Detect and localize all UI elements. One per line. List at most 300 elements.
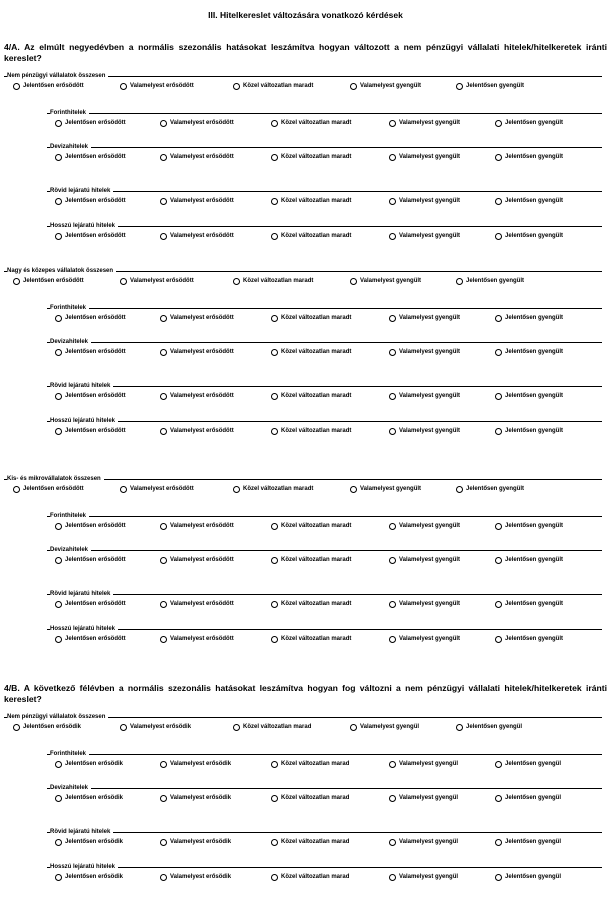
option-label: Jelentősen gyengült — [466, 83, 525, 89]
group-4a-nagy-es-kozepes-vallalatok-osszesen-forinthitelek-label: Forinthitelek — [50, 305, 89, 312]
option-label: Valamelyest gyengül — [399, 839, 459, 845]
option-label: Jelentősen gyengült — [505, 636, 564, 642]
question-4a: 4/A. Az elmúlt negyedévben a normális szezonális hatásokat leszámítva hogyan változott a nem pénzügyi vállalati hitelek/hitelkeretek iránti kereslet? — [4, 42, 607, 63]
option-label: Valamelyest gyengül — [399, 874, 459, 880]
radio-button[interactable] — [160, 761, 167, 768]
radio-button[interactable] — [495, 761, 502, 768]
radio-button[interactable] — [271, 761, 278, 768]
radio-button[interactable] — [13, 83, 20, 90]
radio-button[interactable] — [13, 724, 20, 731]
group-4a-nem-penzugyi-vallalatok-osszesen-hosszu-lejaratu-hitelek-rule — [47, 226, 602, 227]
radio-button[interactable] — [350, 83, 357, 90]
option-label: Közel változatlan maradt — [281, 428, 352, 434]
group-4a-nagy-es-kozepes-vallalatok-osszesen-rovid-lejaratu-hitelek-option-2[interactable] — [160, 392, 234, 401]
group-4a-kis-es-mikrovallalatok-osszesen-forinthitelek-option-5[interactable] — [495, 522, 563, 531]
radio-button[interactable] — [55, 349, 62, 356]
group-4a-kis-es-mikrovallalatok-osszesen-rovid-lejaratu-hitelek-option-4[interactable] — [389, 600, 460, 609]
group-4a-kis-es-mikrovallalatok-osszesen-forinthitelek-option-3[interactable] — [271, 522, 351, 531]
radio-button[interactable] — [456, 83, 463, 90]
option-label: Jelentősen gyengült — [505, 393, 564, 399]
group-4a-kis-es-mikrovallalatok-osszesen-label: Kis- és mikrovállalatok összesen — [7, 476, 104, 483]
radio-button[interactable] — [271, 315, 278, 322]
group-4a-kis-es-mikrovallalatok-osszesen-hosszu-lejaratu-hitelek-option-2[interactable] — [160, 635, 234, 644]
group-4a-nagy-es-kozepes-vallalatok-osszesen-option-3[interactable] — [233, 277, 313, 286]
option-label: Valamelyest gyengült — [399, 315, 461, 321]
group-4a-nem-penzugyi-vallalatok-osszesen-devizahitelek-rule — [47, 147, 602, 148]
radio-button[interactable] — [55, 557, 62, 564]
radio-button[interactable] — [271, 795, 278, 802]
option-label: Valamelyest gyengült — [399, 349, 461, 355]
group-4a-nagy-es-kozepes-vallalatok-osszesen-forinthitelek-option-1[interactable] — [55, 314, 126, 323]
option-label: Közel változatlan maradt — [281, 349, 352, 355]
group-4b-nem-penzugyi-vallalatok-osszesen-rovid-lejaratu-hitelek-option-3[interactable] — [271, 838, 349, 847]
radio-button[interactable] — [389, 233, 396, 240]
group-4a-nagy-es-kozepes-vallalatok-osszesen-rovid-lejaratu-hitelek-option-5[interactable] — [495, 392, 563, 401]
group-4b-nem-penzugyi-vallalatok-osszesen-rovid-lejaratu-hitelek-rule — [47, 832, 602, 833]
group-4a-kis-es-mikrovallalatok-osszesen-option-1[interactable] — [13, 485, 84, 494]
option-label: Valamelyest gyengül — [399, 795, 459, 801]
option-label: Jelentősen erősödik — [65, 874, 124, 880]
group-4a-nem-penzugyi-vallalatok-osszesen-rovid-lejaratu-hitelek-option-4[interactable] — [389, 197, 460, 206]
group-4a-kis-es-mikrovallalatok-osszesen-devizahitelek-option-5[interactable] — [495, 556, 563, 565]
group-4b-nem-penzugyi-vallalatok-osszesen-forinthitelek-option-5[interactable] — [495, 760, 561, 769]
radio-button[interactable] — [271, 601, 278, 608]
group-4a-nem-penzugyi-vallalatok-osszesen-hosszu-lejaratu-hitelek-option-4[interactable] — [389, 232, 460, 241]
radio-button[interactable] — [55, 315, 62, 322]
radio-button[interactable] — [271, 154, 278, 161]
group-4b-nem-penzugyi-vallalatok-osszesen-rovid-lejaratu-hitelek-option-5[interactable] — [495, 838, 561, 847]
group-4b-nem-penzugyi-vallalatok-osszesen-devizahitelek-label: Devizahitelek — [50, 785, 91, 792]
option-label: Közel változatlan maradt — [281, 636, 352, 642]
radio-button[interactable] — [271, 839, 278, 846]
radio-button[interactable] — [55, 154, 62, 161]
radio-button[interactable] — [271, 120, 278, 127]
radio-button[interactable] — [271, 349, 278, 356]
radio-button[interactable] — [160, 601, 167, 608]
option-label: Jelentősen erősödött — [65, 393, 126, 399]
group-4a-nagy-es-kozepes-vallalatok-osszesen-hosszu-lejaratu-hitelek-option-3[interactable] — [271, 427, 351, 436]
group-4b-nem-penzugyi-vallalatok-osszesen-option-2[interactable] — [120, 723, 191, 732]
group-4a-nem-penzugyi-vallalatok-osszesen-devizahitelek-option-4[interactable] — [389, 153, 460, 162]
group-4b-nem-penzugyi-vallalatok-osszesen-forinthitelek-option-4[interactable] — [389, 760, 458, 769]
group-4a-nagy-es-kozepes-vallalatok-osszesen-devizahitelek-option-2[interactable] — [160, 348, 234, 357]
group-4a-kis-es-mikrovallalatok-osszesen-hosszu-lejaratu-hitelek-option-1[interactable] — [55, 635, 126, 644]
group-4a-nem-penzugyi-vallalatok-osszesen-hosszu-lejaratu-hitelek-option-2[interactable] — [160, 232, 234, 241]
group-4a-nagy-es-kozepes-vallalatok-osszesen-devizahitelek-rule — [47, 342, 602, 343]
radio-button[interactable] — [389, 557, 396, 564]
radio-button[interactable] — [160, 874, 167, 881]
option-label: Valamelyest erősödött — [170, 636, 234, 642]
option-label: Közel változatlan marad — [281, 839, 350, 845]
group-4a-nagy-es-kozepes-vallalatok-osszesen-hosszu-lejaratu-hitelek-option-5[interactable] — [495, 427, 563, 436]
group-4b-nem-penzugyi-vallalatok-osszesen-hosszu-lejaratu-hitelek-option-1[interactable] — [55, 873, 123, 882]
group-4a-nem-penzugyi-vallalatok-osszesen-devizahitelek-option-2[interactable] — [160, 153, 234, 162]
group-4a-kis-es-mikrovallalatok-osszesen-rovid-lejaratu-hitelek-rule — [47, 594, 602, 595]
group-4b-nem-penzugyi-vallalatok-osszesen-rovid-lejaratu-hitelek-option-4[interactable] — [389, 838, 458, 847]
group-4a-kis-es-mikrovallalatok-osszesen-rovid-lejaratu-hitelek-label: Rövid lejáratú hitelek — [50, 591, 113, 598]
option-label: Valamelyest gyengült — [399, 393, 461, 399]
option-label: Valamelyest gyengült — [360, 278, 422, 284]
option-label: Valamelyest gyengült — [399, 636, 461, 642]
radio-button[interactable] — [55, 636, 62, 643]
group-4a-nem-penzugyi-vallalatok-osszesen-option-2[interactable] — [120, 82, 194, 91]
radio-button[interactable] — [233, 486, 240, 493]
group-4b-nem-penzugyi-vallalatok-osszesen-forinthitelek-option-2[interactable] — [160, 760, 231, 769]
option-label: Valamelyest erősödött — [170, 198, 234, 204]
radio-button[interactable] — [350, 278, 357, 285]
group-4a-kis-es-mikrovallalatok-osszesen-forinthitelek-option-4[interactable] — [389, 522, 460, 531]
group-4a-nagy-es-kozepes-vallalatok-osszesen-forinthitelek-rule — [47, 308, 602, 309]
group-4a-nagy-es-kozepes-vallalatok-osszesen-rovid-lejaratu-hitelek-label: Rövid lejáratú hitelek — [50, 383, 113, 390]
group-4a-nagy-es-kozepes-vallalatok-osszesen-rovid-lejaratu-hitelek-rule — [47, 386, 602, 387]
group-4a-nem-penzugyi-vallalatok-osszesen-rovid-lejaratu-hitelek-rule — [47, 191, 602, 192]
group-4a-nagy-es-kozepes-vallalatok-osszesen-label: Nagy és közepes vállalatok összesen — [7, 268, 116, 275]
group-4a-kis-es-mikrovallalatok-osszesen-hosszu-lejaratu-hitelek-option-4[interactable] — [389, 635, 460, 644]
radio-button[interactable] — [160, 349, 167, 356]
option-label: Jelentősen erősödött — [65, 636, 126, 642]
group-4a-nem-penzugyi-vallalatok-osszesen-forinthitelek-option-4[interactable] — [389, 119, 460, 128]
group-4a-nagy-es-kozepes-vallalatok-osszesen-option-2[interactable] — [120, 277, 194, 286]
group-4b-nem-penzugyi-vallalatok-osszesen-devizahitelek-rule — [47, 788, 602, 789]
option-label: Valamelyest erősödött — [170, 120, 234, 126]
radio-button[interactable] — [271, 393, 278, 400]
group-4a-nem-penzugyi-vallalatok-osszesen-rovid-lejaratu-hitelek-option-5[interactable] — [495, 197, 563, 206]
group-4a-kis-es-mikrovallalatok-osszesen-forinthitelek-rule — [47, 516, 602, 517]
radio-button[interactable] — [120, 278, 127, 285]
group-4a-nem-penzugyi-vallalatok-osszesen-devizahitelek-label: Devizahitelek — [50, 144, 91, 151]
option-label: Jelentősen erősödött — [65, 154, 126, 160]
group-4a-nem-penzugyi-vallalatok-osszesen-rovid-lejaratu-hitelek-option-2[interactable] — [160, 197, 234, 206]
option-label: Valamelyest erősödött — [170, 315, 234, 321]
radio-button[interactable] — [389, 315, 396, 322]
radio-button[interactable] — [13, 486, 20, 493]
radio-button[interactable] — [271, 523, 278, 530]
radio-button[interactable] — [495, 795, 502, 802]
option-label: Jelentősen erősödött — [65, 233, 126, 239]
option-label: Valamelyest gyengült — [399, 428, 461, 434]
group-4a-kis-es-mikrovallalatok-osszesen-rovid-lejaratu-hitelek-option-1[interactable] — [55, 600, 126, 609]
option-label: Valamelyest gyengült — [399, 557, 461, 563]
group-4a-kis-es-mikrovallalatok-osszesen-option-4[interactable] — [350, 485, 421, 494]
option-label: Jelentősen gyengült — [505, 523, 564, 529]
radio-button[interactable] — [233, 724, 240, 731]
group-4a-nem-penzugyi-vallalatok-osszesen-rovid-lejaratu-hitelek-option-3[interactable] — [271, 197, 351, 206]
group-4b-nem-penzugyi-vallalatok-osszesen-option-3[interactable] — [233, 723, 311, 732]
option-label: Közel változatlan maradt — [281, 198, 352, 204]
group-4b-nem-penzugyi-vallalatok-osszesen-rovid-lejaratu-hitelek-option-2[interactable] — [160, 838, 231, 847]
group-4a-kis-es-mikrovallalatok-osszesen-devizahitelek-option-4[interactable] — [389, 556, 460, 565]
option-label: Jelentősen erősödik — [65, 839, 124, 845]
radio-button[interactable] — [389, 761, 396, 768]
option-label: Közel változatlan maradt — [281, 393, 352, 399]
group-4a-nagy-es-kozepes-vallalatok-osszesen-forinthitelek-option-2[interactable] — [160, 314, 234, 323]
radio-button[interactable] — [271, 636, 278, 643]
group-4b-nem-penzugyi-vallalatok-osszesen-forinthitelek-label: Forinthitelek — [50, 751, 89, 758]
group-4a-kis-es-mikrovallalatok-osszesen-devizahitelek-option-2[interactable] — [160, 556, 234, 565]
radio-button[interactable] — [160, 233, 167, 240]
radio-button[interactable] — [160, 315, 167, 322]
radio-button[interactable] — [271, 233, 278, 240]
group-4a-nem-penzugyi-vallalatok-osszesen-option-5[interactable] — [456, 82, 524, 91]
option-label: Jelentősen gyengül — [466, 724, 523, 730]
option-label: Jelentősen erősödött — [65, 120, 126, 126]
radio-button[interactable] — [495, 393, 502, 400]
group-4a-kis-es-mikrovallalatok-osszesen-hosszu-lejaratu-hitelek-option-3[interactable] — [271, 635, 351, 644]
radio-button[interactable] — [389, 120, 396, 127]
group-4b-nem-penzugyi-vallalatok-osszesen-forinthitelek-option-3[interactable] — [271, 760, 349, 769]
radio-button[interactable] — [495, 198, 502, 205]
radio-button[interactable] — [495, 315, 502, 322]
group-4a-nem-penzugyi-vallalatok-osszesen-forinthitelek-label: Forinthitelek — [50, 110, 89, 117]
radio-button[interactable] — [350, 486, 357, 493]
radio-button[interactable] — [495, 874, 502, 881]
radio-button[interactable] — [55, 839, 62, 846]
group-4a-nagy-es-kozepes-vallalatok-osszesen-forinthitelek-option-3[interactable] — [271, 314, 351, 323]
radio-button[interactable] — [495, 349, 502, 356]
option-label: Jelentősen gyengült — [505, 154, 564, 160]
group-4a-kis-es-mikrovallalatok-osszesen-forinthitelek-label: Forinthitelek — [50, 513, 89, 520]
option-label: Valamelyest erősödött — [170, 523, 234, 529]
option-label: Közel változatlan maradt — [281, 523, 352, 529]
group-4a-nagy-es-kozepes-vallalatok-osszesen-rovid-lejaratu-hitelek-option-4[interactable] — [389, 392, 460, 401]
radio-button[interactable] — [55, 874, 62, 881]
option-label: Valamelyest erősödött — [170, 428, 234, 434]
radio-button[interactable] — [495, 233, 502, 240]
group-4a-nagy-es-kozepes-vallalatok-osszesen-option-5[interactable] — [456, 277, 524, 286]
group-4b-nem-penzugyi-vallalatok-osszesen-hosszu-lejaratu-hitelek-option-5[interactable] — [495, 873, 561, 882]
radio-button[interactable] — [389, 523, 396, 530]
group-4a-nagy-es-kozepes-vallalatok-osszesen-forinthitelek-option-5[interactable] — [495, 314, 563, 323]
group-4a-nagy-es-kozepes-vallalatok-osszesen-devizahitelek-option-3[interactable] — [271, 348, 351, 357]
group-4b-nem-penzugyi-vallalatok-osszesen-devizahitelek-option-5[interactable] — [495, 794, 561, 803]
group-4a-kis-es-mikrovallalatok-osszesen-hosszu-lejaratu-hitelek-option-5[interactable] — [495, 635, 563, 644]
radio-button[interactable] — [271, 428, 278, 435]
radio-button[interactable] — [160, 120, 167, 127]
group-4a-kis-es-mikrovallalatok-osszesen-option-5[interactable] — [456, 485, 524, 494]
radio-button[interactable] — [495, 839, 502, 846]
radio-button[interactable] — [495, 601, 502, 608]
group-4a-nagy-es-kozepes-vallalatok-osszesen-hosszu-lejaratu-hitelek-option-2[interactable] — [160, 427, 234, 436]
group-4a-nem-penzugyi-vallalatok-osszesen-option-4[interactable] — [350, 82, 421, 91]
option-label: Jelentősen gyengült — [505, 428, 564, 434]
radio-button[interactable] — [389, 428, 396, 435]
radio-button[interactable] — [389, 601, 396, 608]
option-label: Valamelyest gyengült — [399, 233, 461, 239]
radio-button[interactable] — [55, 393, 62, 400]
option-label: Jelentősen erősödik — [65, 761, 124, 767]
radio-button[interactable] — [13, 278, 20, 285]
option-label: Közel változatlan marad — [281, 761, 350, 767]
option-label: Közel változatlan marad — [281, 874, 350, 880]
option-label: Valamelyest erősödött — [130, 83, 194, 89]
radio-button[interactable] — [55, 601, 62, 608]
radio-button[interactable] — [389, 795, 396, 802]
group-4a-kis-es-mikrovallalatok-osszesen-forinthitelek-option-1[interactable] — [55, 522, 126, 531]
group-4a-nem-penzugyi-vallalatok-osszesen-forinthitelek-option-2[interactable] — [160, 119, 234, 128]
group-4a-nem-penzugyi-vallalatok-osszesen-forinthitelek-option-5[interactable] — [495, 119, 563, 128]
group-4a-nagy-es-kozepes-vallalatok-osszesen-devizahitelek-option-1[interactable] — [55, 348, 126, 357]
option-label: Valamelyest gyengült — [399, 154, 461, 160]
option-label: Jelentősen erősödött — [65, 315, 126, 321]
group-4b-nem-penzugyi-vallalatok-osszesen-rovid-lejaratu-hitelek-option-1[interactable] — [55, 838, 123, 847]
radio-button[interactable] — [389, 349, 396, 356]
group-4a-kis-es-mikrovallalatok-osszesen-hosszu-lejaratu-hitelek-rule — [47, 629, 602, 630]
group-4a-kis-es-mikrovallalatok-osszesen-forinthitelek-option-2[interactable] — [160, 522, 234, 531]
radio-button[interactable] — [495, 120, 502, 127]
group-4a-nem-penzugyi-vallalatok-osszesen-devizahitelek-option-3[interactable] — [271, 153, 351, 162]
option-label: Jelentősen erősödött — [23, 83, 84, 89]
group-4a-nagy-es-kozepes-vallalatok-osszesen-option-1[interactable] — [13, 277, 84, 286]
option-label: Közel változatlan maradt — [281, 557, 352, 563]
group-4a-kis-es-mikrovallalatok-osszesen-hosszu-lejaratu-hitelek-label: Hosszú lejáratú hitelek — [50, 626, 118, 633]
group-4b-nem-penzugyi-vallalatok-osszesen-option-4[interactable] — [350, 723, 419, 732]
group-4a-nagy-es-kozepes-vallalatok-osszesen-devizahitelek-option-4[interactable] — [389, 348, 460, 357]
group-4b-nem-penzugyi-vallalatok-osszesen-devizahitelek-option-4[interactable] — [389, 794, 458, 803]
group-4a-kis-es-mikrovallalatok-osszesen-rovid-lejaratu-hitelek-option-5[interactable] — [495, 600, 563, 609]
option-label: Valamelyest erősödött — [170, 154, 234, 160]
radio-button[interactable] — [233, 278, 240, 285]
group-4b-nem-penzugyi-vallalatok-osszesen-devizahitelek-option-3[interactable] — [271, 794, 349, 803]
option-label: Közel változatlan marad — [281, 795, 350, 801]
radio-button[interactable] — [160, 428, 167, 435]
group-4a-nem-penzugyi-vallalatok-osszesen-rovid-lejaratu-hitelek-label: Rövid lejáratú hitelek — [50, 188, 113, 195]
radio-button[interactable] — [271, 198, 278, 205]
option-label: Közel változatlan maradt — [281, 120, 352, 126]
group-4b-nem-penzugyi-vallalatok-osszesen-forinthitelek-option-1[interactable] — [55, 760, 123, 769]
group-4a-nem-penzugyi-vallalatok-osszesen-hosszu-lejaratu-hitelek-option-3[interactable] — [271, 232, 351, 241]
radio-button[interactable] — [55, 761, 62, 768]
radio-button[interactable] — [55, 198, 62, 205]
radio-button[interactable] — [271, 874, 278, 881]
group-4a-nem-penzugyi-vallalatok-osszesen-option-1[interactable] — [13, 82, 84, 91]
option-label: Valamelyest erősödött — [170, 601, 234, 607]
option-label: Valamelyest gyengült — [360, 83, 422, 89]
group-4b-nem-penzugyi-vallalatok-osszesen-option-1[interactable] — [13, 723, 81, 732]
radio-button[interactable] — [233, 83, 240, 90]
group-4b-nem-penzugyi-vallalatok-osszesen-hosszu-lejaratu-hitelek-option-4[interactable] — [389, 873, 458, 882]
radio-button[interactable] — [55, 233, 62, 240]
radio-button[interactable] — [456, 486, 463, 493]
option-label: Valamelyest gyengült — [399, 523, 461, 529]
radio-button[interactable] — [495, 557, 502, 564]
radio-button[interactable] — [389, 393, 396, 400]
group-4b-nem-penzugyi-vallalatok-osszesen-label: Nem pénzügyi vállalatok összesen — [7, 714, 108, 721]
group-4a-nagy-es-kozepes-vallalatok-osszesen-rovid-lejaratu-hitelek-option-1[interactable] — [55, 392, 126, 401]
group-4b-nem-penzugyi-vallalatok-osszesen-hosszu-lejaratu-hitelek-option-2[interactable] — [160, 873, 231, 882]
option-label: Jelentősen gyengült — [466, 486, 525, 492]
radio-button[interactable] — [160, 795, 167, 802]
option-label: Jelentősen gyengül — [505, 839, 562, 845]
group-4a-nem-penzugyi-vallalatok-osszesen-hosszu-lejaratu-hitelek-option-5[interactable] — [495, 232, 563, 241]
group-4a-nagy-es-kozepes-vallalatok-osszesen-hosszu-lejaratu-hitelek-option-1[interactable] — [55, 427, 126, 436]
radio-button[interactable] — [350, 724, 357, 731]
group-4a-kis-es-mikrovallalatok-osszesen-option-3[interactable] — [233, 485, 313, 494]
radio-button[interactable] — [120, 724, 127, 731]
option-label: Jelentősen erősödött — [65, 523, 126, 529]
radio-button[interactable] — [160, 523, 167, 530]
radio-button[interactable] — [495, 636, 502, 643]
radio-button[interactable] — [55, 523, 62, 530]
group-4a-kis-es-mikrovallalatok-osszesen-rovid-lejaratu-hitelek-option-2[interactable] — [160, 600, 234, 609]
radio-button[interactable] — [160, 154, 167, 161]
group-4a-kis-es-mikrovallalatok-osszesen-option-2[interactable] — [120, 485, 194, 494]
group-4a-nem-penzugyi-vallalatok-osszesen-forinthitelek-option-3[interactable] — [271, 119, 351, 128]
group-4b-nem-penzugyi-vallalatok-osszesen-hosszu-lejaratu-hitelek-label: Hosszú lejáratú hitelek — [50, 864, 118, 871]
option-label: Jelentősen erősödött — [23, 278, 84, 284]
radio-button[interactable] — [55, 120, 62, 127]
group-4a-nagy-es-kozepes-vallalatok-osszesen-hosszu-lejaratu-hitelek-option-4[interactable] — [389, 427, 460, 436]
radio-button[interactable] — [160, 636, 167, 643]
radio-button[interactable] — [55, 428, 62, 435]
group-4a-nem-penzugyi-vallalatok-osszesen-hosszu-lejaratu-hitelek-option-1[interactable] — [55, 232, 126, 241]
group-4b-nem-penzugyi-vallalatok-osszesen-devizahitelek-option-1[interactable] — [55, 794, 123, 803]
group-4a-nem-penzugyi-vallalatok-osszesen-forinthitelek-option-1[interactable] — [55, 119, 126, 128]
group-4a-kis-es-mikrovallalatok-osszesen-rovid-lejaratu-hitelek-option-3[interactable] — [271, 600, 351, 609]
radio-button[interactable] — [389, 198, 396, 205]
radio-button[interactable] — [389, 636, 396, 643]
radio-button[interactable] — [160, 839, 167, 846]
group-4a-nagy-es-kozepes-vallalatok-osszesen-forinthitelek-option-4[interactable] — [389, 314, 460, 323]
option-label: Valamelyest gyengül — [360, 724, 420, 730]
option-label: Közel változatlan maradt — [243, 83, 314, 89]
group-4b-nem-penzugyi-vallalatok-osszesen-hosszu-lejaratu-hitelek-rule — [47, 867, 602, 868]
group-4a-nagy-es-kozepes-vallalatok-osszesen-option-4[interactable] — [350, 277, 421, 286]
radio-button[interactable] — [495, 428, 502, 435]
group-4a-kis-es-mikrovallalatok-osszesen-devizahitelek-option-1[interactable] — [55, 556, 126, 565]
radio-button[interactable] — [55, 795, 62, 802]
group-4b-nem-penzugyi-vallalatok-osszesen-option-5[interactable] — [456, 723, 522, 732]
radio-button[interactable] — [160, 198, 167, 205]
group-4a-nagy-es-kozepes-vallalatok-osszesen-devizahitelek-option-5[interactable] — [495, 348, 563, 357]
option-label: Valamelyest gyengült — [360, 486, 422, 492]
group-4b-nem-penzugyi-vallalatok-osszesen-devizahitelek-option-2[interactable] — [160, 794, 231, 803]
radio-button[interactable] — [389, 154, 396, 161]
group-4a-kis-es-mikrovallalatok-osszesen-devizahitelek-option-3[interactable] — [271, 556, 351, 565]
radio-button[interactable] — [456, 724, 463, 731]
group-4a-kis-es-mikrovallalatok-osszesen-devizahitelek-label: Devizahitelek — [50, 547, 91, 554]
option-label: Jelentősen gyengült — [505, 557, 564, 563]
option-label: Közel változatlan maradt — [243, 278, 314, 284]
group-4a-nem-penzugyi-vallalatok-osszesen-option-3[interactable] — [233, 82, 313, 91]
option-label: Jelentősen erősödött — [65, 557, 126, 563]
option-label: Jelentősen gyengült — [466, 278, 525, 284]
radio-button[interactable] — [160, 557, 167, 564]
group-4a-nem-penzugyi-vallalatok-osszesen-devizahitelek-option-1[interactable] — [55, 153, 126, 162]
group-4b-nem-penzugyi-vallalatok-osszesen-hosszu-lejaratu-hitelek-option-3[interactable] — [271, 873, 349, 882]
group-4a-nem-penzugyi-vallalatok-osszesen-devizahitelek-option-5[interactable] — [495, 153, 563, 162]
radio-button[interactable] — [160, 393, 167, 400]
option-label: Valamelyest gyengült — [399, 601, 461, 607]
question-4b: 4/B. A következő félévben a normális szezonális hatásokat leszámítva hogyan fog változni a nem pénzügyi vállalati hitelek/hitelkeretek iránti kereslet? — [4, 683, 607, 704]
radio-button[interactable] — [120, 83, 127, 90]
radio-button[interactable] — [456, 278, 463, 285]
option-label: Valamelyest gyengül — [399, 761, 459, 767]
radio-button[interactable] — [271, 557, 278, 564]
option-label: Valamelyest gyengült — [399, 198, 461, 204]
radio-button[interactable] — [120, 486, 127, 493]
option-label: Jelentősen erősödött — [65, 198, 126, 204]
radio-button[interactable] — [389, 839, 396, 846]
option-label: Jelentősen erősödik — [65, 795, 124, 801]
option-label: Közel változatlan marad — [243, 724, 312, 730]
option-label: Valamelyest gyengült — [399, 120, 461, 126]
option-label: Valamelyest erősödött — [170, 233, 234, 239]
group-4a-nem-penzugyi-vallalatok-osszesen-rovid-lejaratu-hitelek-option-1[interactable] — [55, 197, 126, 206]
radio-button[interactable] — [495, 523, 502, 530]
radio-button[interactable] — [495, 154, 502, 161]
group-4a-nagy-es-kozepes-vallalatok-osszesen-rovid-lejaratu-hitelek-option-3[interactable] — [271, 392, 351, 401]
radio-button[interactable] — [389, 874, 396, 881]
